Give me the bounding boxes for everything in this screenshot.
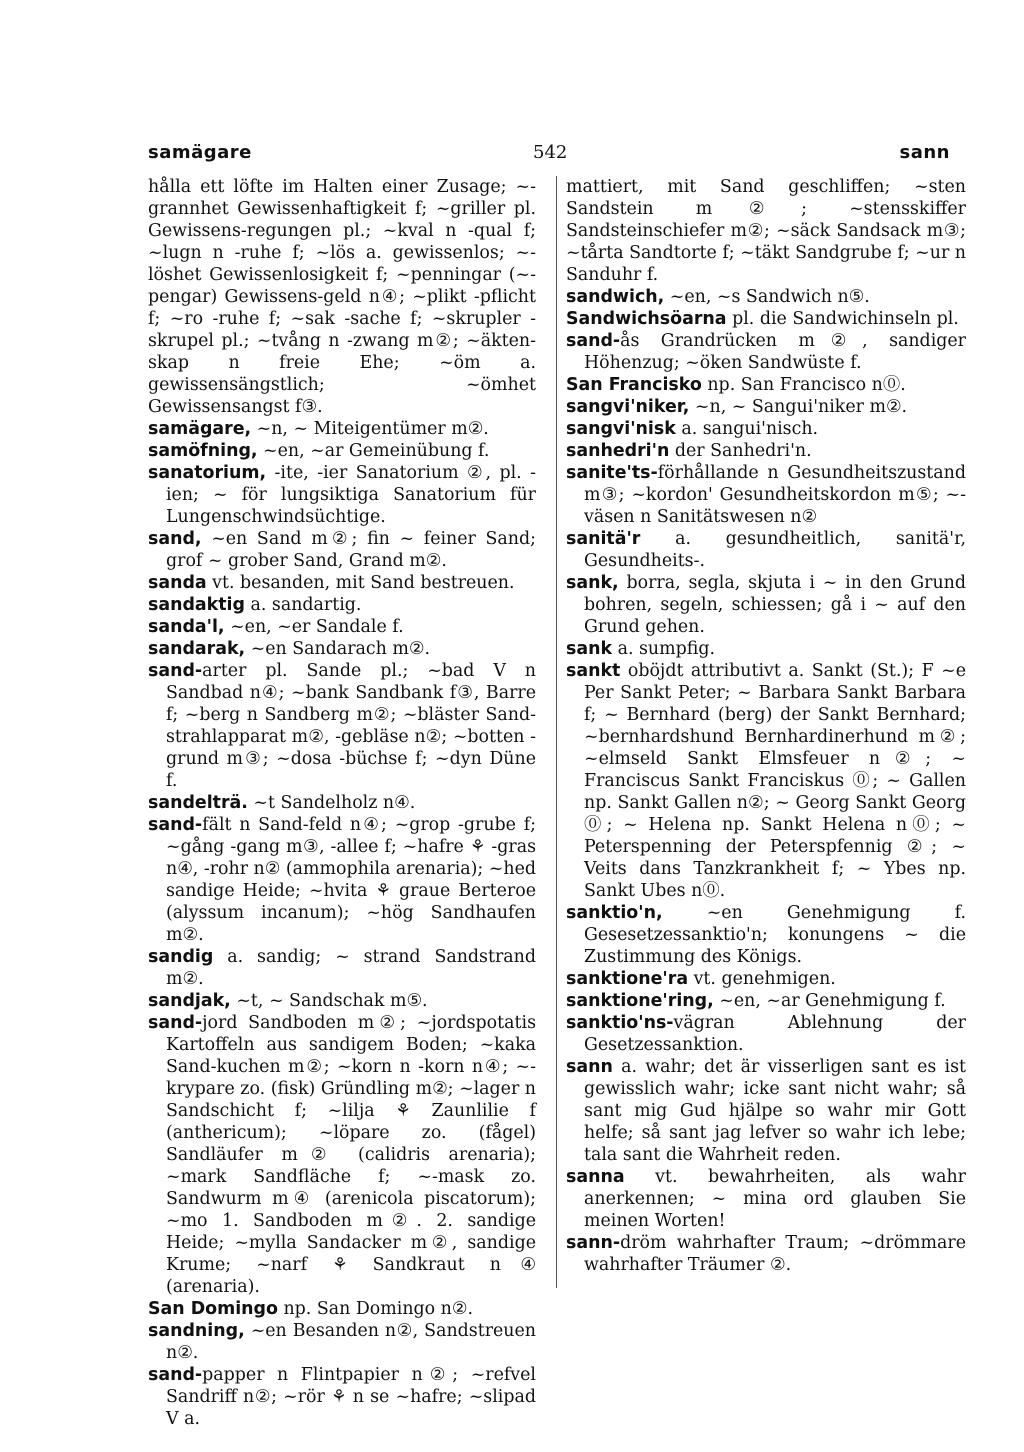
- entry-definition: arter pl. Sande pl.; ~bad V n Sandbad n④; ~bank Sandbank f③, Barre f; ~berg n Sandberg m②; ~bläster Sand-strahlapparat m②, -gebläse n②; ~botten -grund m③; ~dosa -büchse f; ~dyn Düne f.: [166, 661, 536, 791]
- entry-definition: vt. genehmigen.: [688, 969, 836, 989]
- entry-headword: sank,: [566, 573, 619, 593]
- entry-definition: mattiert, mit Sand geschliffen; ~sten Sandstein m②; ~stensskiffer Sandsteinschiefer m②; ~säck Sandsack m③; ~tårta Sandtorte f; ~täkt Sandgrube f; ~ur n Sanduhr f.: [566, 177, 966, 285]
- entry-definition: dröm wahrhafter Traum; ~drömmare wahrhafter Träumer ②.: [584, 1233, 966, 1275]
- dictionary-entry: [148, 528, 536, 572]
- entry-headword: sanna: [566, 1167, 625, 1187]
- entry-headword: San Francisko: [566, 375, 702, 395]
- entry-definition: ~n, ~ Miteigentümer m②.: [251, 419, 489, 439]
- dictionary-entry: [566, 1232, 966, 1276]
- entry-definition: a. gesundheitlich, sanitä'r, Gesundheits-.: [584, 529, 966, 571]
- entry-definition: ~en Sand m②; fin ~ feiner Sand; grof ~ grober Sand, Grand m②.: [166, 529, 536, 571]
- entry-definition: np. San Domingo n②.: [277, 1299, 473, 1319]
- entry-definition: ~en, ~s Sandwich n⑤.: [664, 287, 870, 307]
- entry-definition: ~en Genehmigung f. Gesesetzessanktio'n; konungens ~ die Zustimmung des Königs.: [584, 903, 966, 967]
- entry-definition: -ite, -ier Sanatorium ②, pl. -ien; ~ för lungsiktiga Sanatorium für Lungenschwindsüchtige.: [166, 463, 536, 527]
- entry-headword: sandjak,: [148, 991, 231, 1011]
- dictionary-entry: [566, 418, 966, 440]
- dictionary-entry: [566, 660, 966, 902]
- entry-headword: sandig: [148, 947, 214, 967]
- entry-headword: samägare,: [148, 419, 252, 439]
- entry-definition: pl. die Sandwichinseln pl.: [726, 309, 959, 329]
- dictionary-entry: [566, 396, 966, 418]
- dictionary-entry: [148, 792, 536, 814]
- entry-headword: sanktione'ring,: [566, 991, 714, 1011]
- dictionary-entry: [148, 594, 536, 616]
- entry-headword: sann: [566, 1057, 613, 1077]
- dictionary-entry: [566, 1166, 966, 1232]
- entry-headword: sand-: [148, 1013, 203, 1033]
- entry-definition: a. sandartig.: [244, 595, 362, 615]
- entry-definition: a. sandig; ~ strand Sandstrand m②.: [166, 947, 536, 989]
- entry-headword: sandelträ.: [148, 793, 248, 813]
- page-header: [148, 142, 950, 168]
- dictionary-entry: [148, 176, 536, 418]
- dictionary-entry: [148, 946, 536, 990]
- dictionary-entry: [148, 616, 536, 638]
- entry-definition: ~en Sandarach m②.: [245, 639, 431, 659]
- right-column: [566, 176, 966, 1296]
- entry-headword: sangvi'nisk: [566, 419, 676, 439]
- dictionary-entry: [148, 814, 536, 946]
- entry-headword: sankt: [566, 661, 621, 681]
- entry-headword: sanda: [148, 573, 207, 593]
- entry-definition: förhållande n Gesundheitszustand m③; ~kordon' Gesundheitskordon m⑤; ~-väsen n Sanitätswesen n②: [584, 463, 966, 527]
- entry-headword: sanite'ts-: [566, 463, 658, 483]
- entry-headword: sanktio'ns-: [566, 1013, 674, 1033]
- entry-headword: sanitä'r: [566, 529, 641, 549]
- entry-headword: sand-: [148, 815, 203, 835]
- entry-definition: ås Grandrücken m②, sandiger Höhenzug; ~öken Sandwüste f.: [584, 331, 966, 373]
- dictionary-entry: [148, 660, 536, 792]
- entry-headword: samöfning,: [148, 441, 258, 461]
- entry-definition: a. wahr; det är visserligen sant es ist gewisslich wahr; icke sant nicht wahr; så sant mig Gud hjälpe so wahr mir Gott helfe; så sant jag lefver so wahr ich lebe; tala sant die Wahrheit reden.: [584, 1057, 966, 1165]
- dictionary-entry: [566, 176, 966, 286]
- dictionary-entry: [148, 1298, 536, 1320]
- dictionary-entry: [566, 374, 966, 396]
- entry-headword: sand-: [148, 661, 203, 681]
- dictionary-entry: [566, 1056, 966, 1166]
- entry-definition: ~n, ~ Sangui'niker m②.: [689, 397, 908, 417]
- dictionary-entry: [148, 1320, 536, 1364]
- dictionary-entry: [148, 638, 536, 660]
- entry-definition: ~en, ~ar Gemeinübung f.: [257, 441, 490, 461]
- dictionary-entry: [566, 286, 966, 308]
- entry-definition: oböjdt attributivt a. Sankt (St.); F ~e Per Sankt Peter; ~ Barbara Sankt Barbara f; ~ Bernhard (berg) der Sankt Bernhard; ~bernhardshund Bernhardinerhund m②; ~elmseld Sankt Elmsfeuer n②; ~ Franciscus Sankt Franciskus ⓪; ~ Gallen np. Sankt Gallen n②; ~ Georg Sankt Georg ⓪; ~ Helena np. Sankt Helena n⓪; ~ Peterspenning der Peterspfennig ②; ~ Veits dans Tanzkrankheit f; ~ Ybes np. Sankt Ubes n⓪.: [584, 661, 966, 901]
- entry-definition: np. San Francisco n⓪.: [701, 375, 906, 395]
- dictionary-entry: [566, 990, 966, 1012]
- dictionary-entry: [566, 1012, 966, 1056]
- dictionary-entry: [148, 572, 536, 594]
- entry-headword: sandwich,: [566, 287, 665, 307]
- right-guide-word: sann: [899, 142, 950, 163]
- entry-definition: papper n Flintpapier n②; ~refvel Sandriff n②; ~rör ⚘ n se ~hafre; ~slipad V a.: [166, 1365, 536, 1429]
- entry-definition: a. sumpfig.: [612, 639, 716, 659]
- entry-definition: ~en Besanden n②, Sandstreuen n②.: [166, 1321, 536, 1363]
- dictionary-entry: [566, 572, 966, 638]
- dictionary-entry: [566, 638, 966, 660]
- entry-definition: ~t, ~ Sandschak m⑤.: [230, 991, 428, 1011]
- dictionary-entry: [566, 528, 966, 572]
- entry-definition: hålla ett löfte im Halten einer Zusage; ~-grannhet Gewissenhaftigkeit f; ~griller pl. Gewissens-regungen pl.; ~kval n -qual f; ~lugn n -ruhe f; ~lös a. gewissenlos; ~-löshet Gewissenlosigkeit f; ~penningar (~-pengar) Gewissens-geld n④; ~plikt -pflicht f; ~ro -ruhe f; ~sak -sache f; ~skrupler -skrupel pl.; ~tvång n -zwang m②; ~äkten-skap n freie Ehe; ~öm a. gewissensängstlich; ~ömhet Gewissensangst f③.: [148, 177, 536, 417]
- entry-definition: vägran Ablehnung der Gesetzessanktion.: [584, 1013, 966, 1055]
- entry-definition: ~t Sandelholz n④.: [247, 793, 416, 813]
- entry-definition: borra, segla, skjuta i ~ in den Grund bohren, segeln, schiessen; gå i ~ auf den Grund gehen.: [584, 573, 966, 637]
- dictionary-entry: [148, 462, 536, 528]
- entry-headword: sann-: [566, 1233, 621, 1253]
- entry-definition: ~en, ~ar Genehmigung f.: [713, 991, 946, 1011]
- entry-definition: a. sangui'nisch.: [675, 419, 819, 439]
- entry-headword: sangvi'niker,: [566, 397, 690, 417]
- dictionary-entry: [566, 440, 966, 462]
- dictionary-entry: [566, 462, 966, 528]
- entry-headword: sanatorium,: [148, 463, 267, 483]
- entry-definition: fält n Sand-feld n④; ~grop -grube f; ~gång -gang m③, -allee f; ~hafre ⚘ -gras n④, -rohr n② (ammophila arenaria); ~hed sandige Heide; ~hvita ⚘ graue Berteroe (alyssum incanum); ~hög Sandhaufen m②.: [166, 815, 536, 945]
- dictionary-entry: [148, 440, 536, 462]
- entry-definition: der Sanhedri'n.: [669, 441, 812, 461]
- entry-definition: ~en, ~er Sandale f.: [224, 617, 404, 637]
- dictionary-entry: [566, 968, 966, 990]
- entry-headword: sand-: [148, 1365, 203, 1385]
- entry-headword: sandarak,: [148, 639, 246, 659]
- dictionary-entry: [148, 1012, 536, 1298]
- left-column: [148, 176, 537, 1429]
- entry-headword: sandning,: [148, 1321, 245, 1341]
- entry-headword: sand,: [148, 529, 202, 549]
- dictionary-entry: [566, 902, 966, 968]
- entry-headword: sank: [566, 639, 613, 659]
- entry-headword: sandaktig: [148, 595, 245, 615]
- entry-definition: jord Sandboden m②; ~jordspotatis Kartoffeln aus sandigem Boden; ~kaka Sand-kuchen m②; ~korn n -korn n④; ~-krypare zo. (fisk) Gründling m②; ~lager n Sandschicht f; ~lilja ⚘ Zaunlilie f (anthericum); ~löpare zo. (fågel) Sandläufer m② (calidris arenaria); ~mark Sandfläche f; ~-mask zo. Sandwurm m④ (arenicola piscatorum); ~mo 1. Sandboden m②. 2. sandige Heide; ~mylla Sandacker m②, sandige Krume; ~narf ⚘ Sandkraut n④ (arenaria).: [166, 1013, 537, 1297]
- column-divider: [556, 176, 557, 1288]
- entry-headword: sanda'l,: [148, 617, 225, 637]
- entry-definition: vt. besanden, mit Sand bestreuen.: [206, 573, 515, 593]
- entry-headword: Sandwichsöarna: [566, 309, 727, 329]
- dictionary-entry: [566, 308, 966, 330]
- dictionary-entry: [148, 1364, 536, 1430]
- left-guide-word: samägare: [148, 142, 252, 163]
- dictionary-entry: [566, 330, 966, 374]
- page-number: 542: [533, 142, 568, 163]
- dictionary-entry: [148, 990, 536, 1012]
- entry-headword: San Domingo: [148, 1299, 278, 1319]
- entry-headword: sand-: [566, 331, 621, 351]
- entry-headword: sanhedri'n: [566, 441, 670, 461]
- entry-headword: sanktio'n,: [566, 903, 663, 923]
- dictionary-entry: [148, 418, 536, 440]
- entry-headword: sanktione'ra: [566, 969, 689, 989]
- entry-definition: vt. bewahrheiten, als wahr anerkennen; ~ mina ord glauben Sie meinen Worten!: [584, 1167, 966, 1231]
